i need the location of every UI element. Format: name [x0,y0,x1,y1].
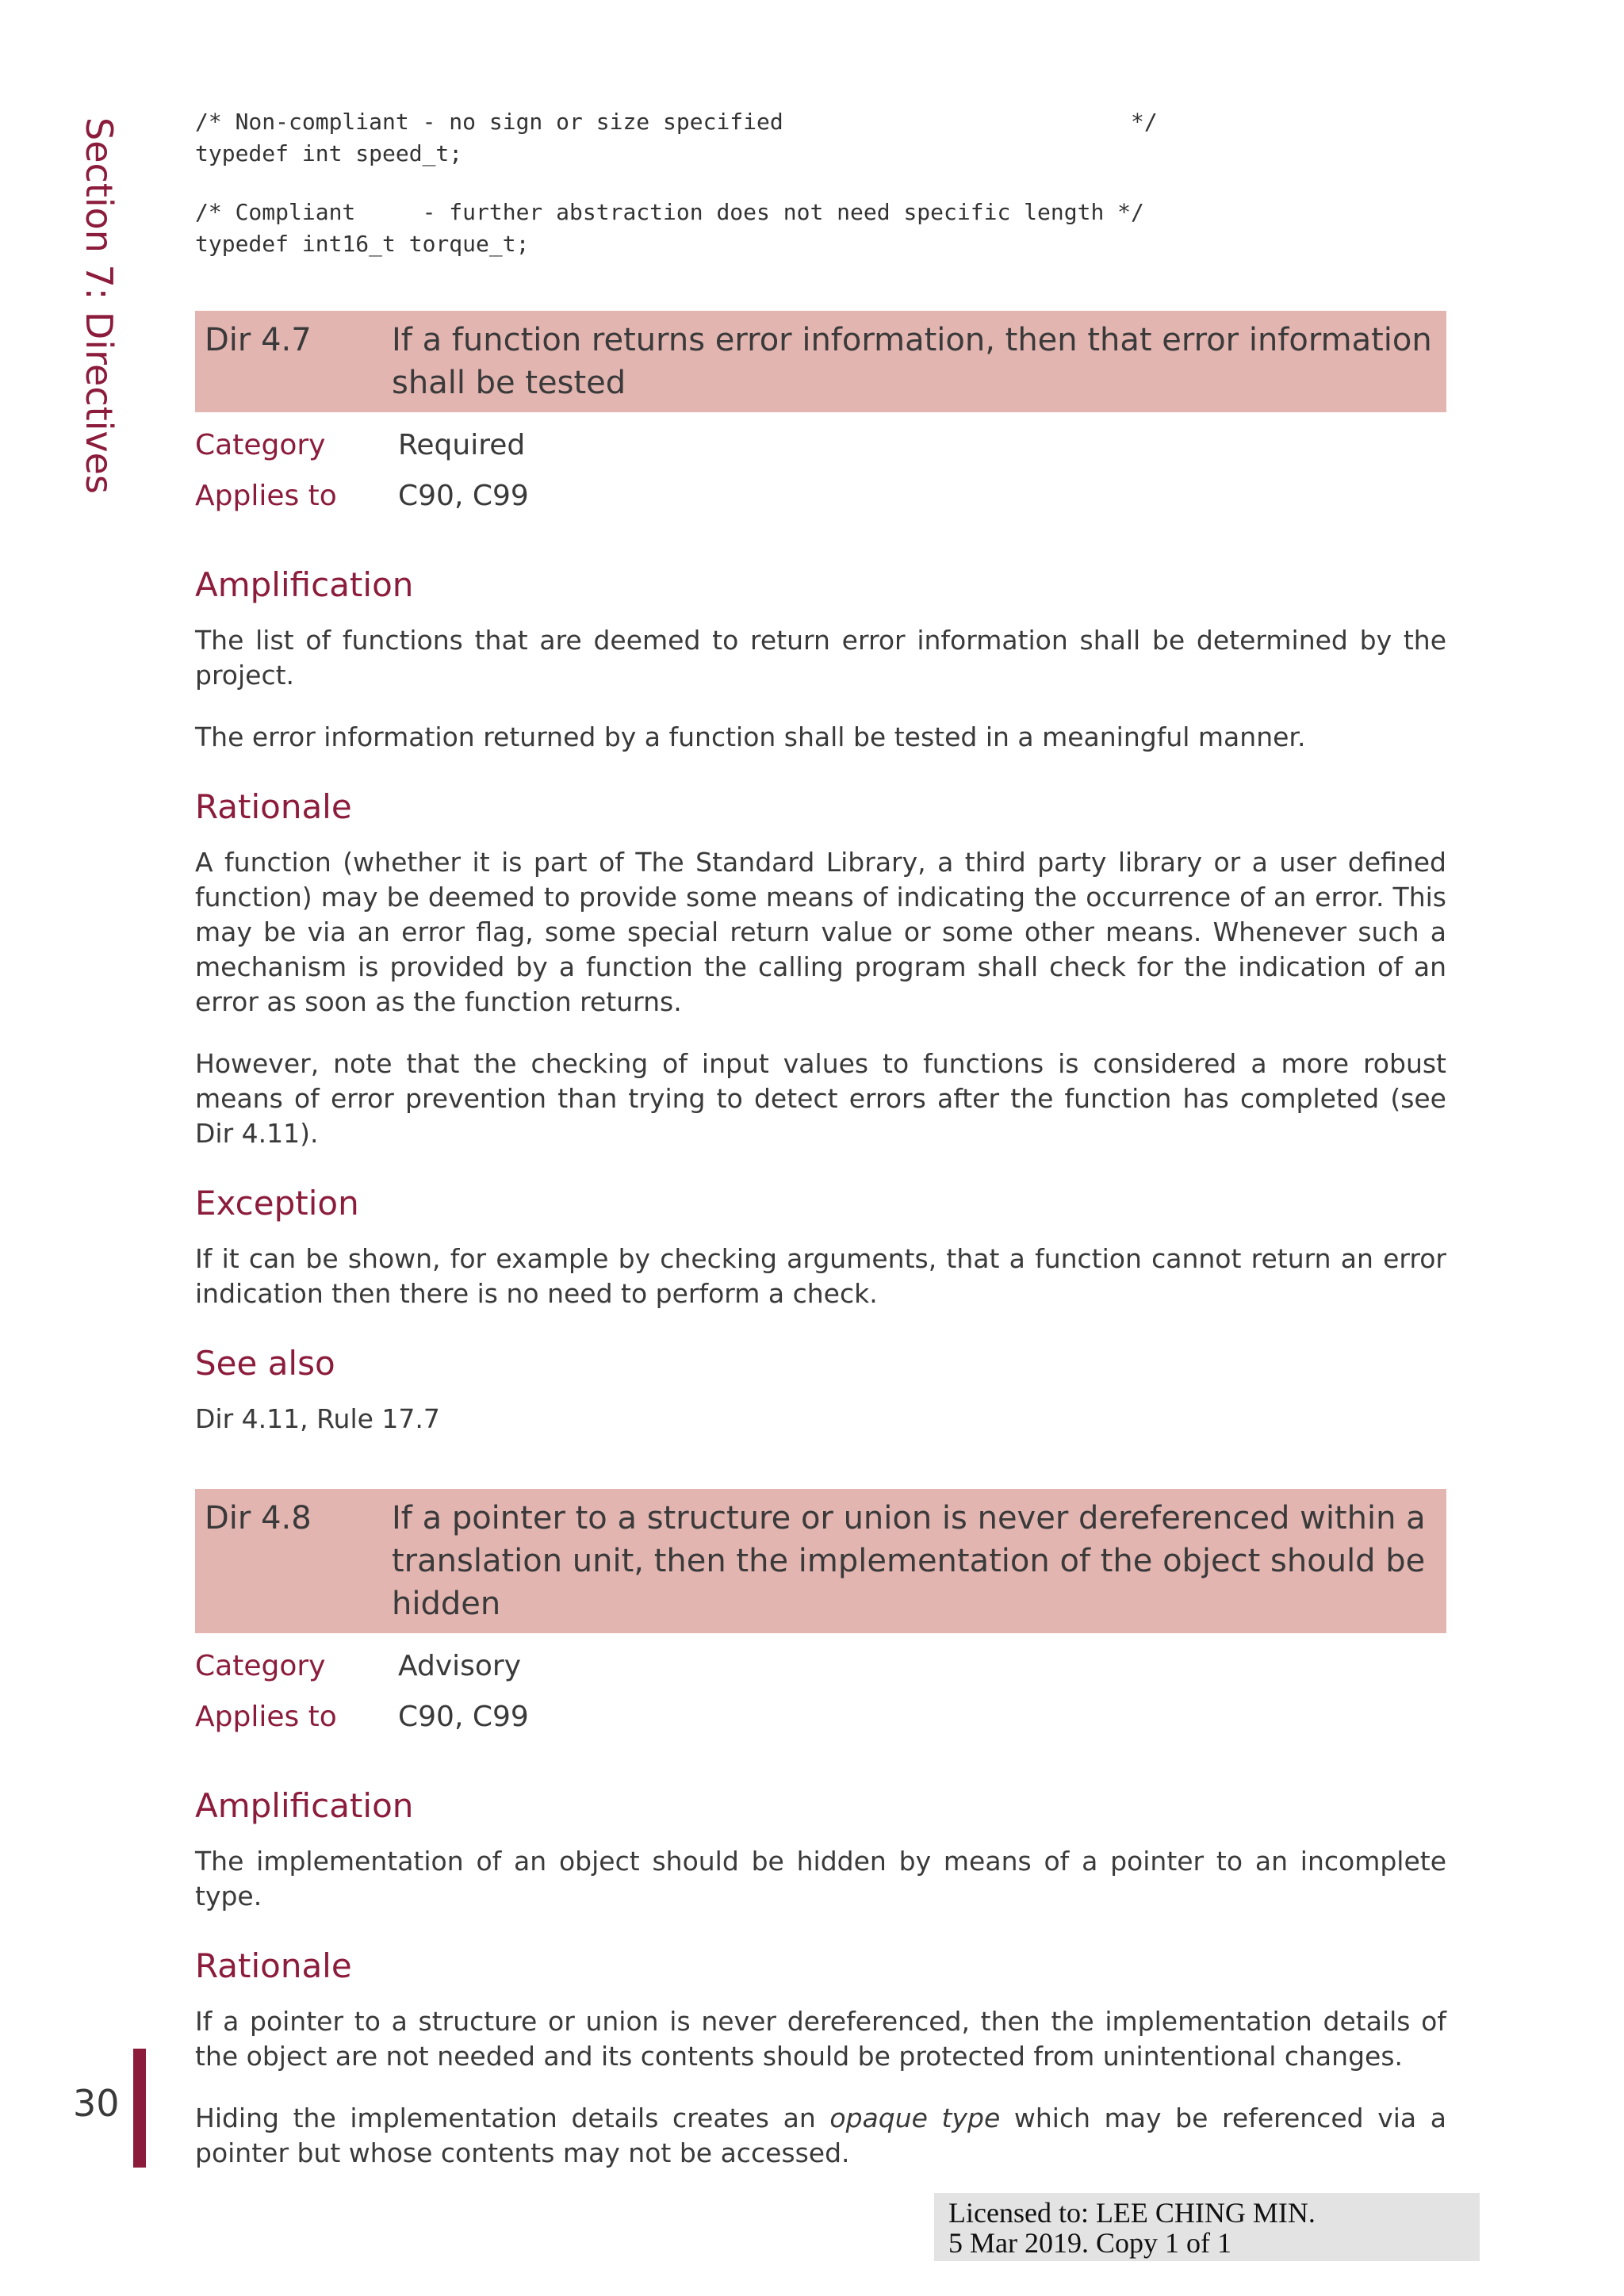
category-row [195,428,1446,463]
rationale-paragraph: If a pointer to a structure or union is never dereferenced, then the implementation details of the object are not needed and its contents should be protected from unintentional changes. [195,2006,1446,2072]
rationale-paragraph: However, note that the checking of input values to functions is considered a more robust means of error prevention than trying to detect errors after the function has completed (see Dir 4.11). [195,1048,1446,1149]
rationale-text: Hiding the implementation details creates an [195,2103,830,2133]
rationale-text: which may be referenced via a pointer but whose contents may not be accessed. [195,2103,1446,2168]
section-side-label: Section 7: Directives [78,117,121,494]
code-line: typedef int16_t torque_t; [195,231,530,257]
opaque-type-term: opaque type [829,2103,1001,2133]
code-line: /* Compliant - further abstraction does not need specific length */ [195,199,1144,225]
category-label: Category [195,1650,326,1682]
rationale-paragraph [195,2101,1446,2171]
applies-to-row [195,1700,1446,1735]
directive-title: If a function returns error information, then that error information shall be tested [392,322,1432,401]
directive-number: Dir 4.8 [205,1500,312,1536]
applies-to-label: Applies to [195,1701,337,1733]
directive-header-4-7 [195,311,1446,412]
license-stamp [934,2193,1480,2261]
page-number: 30 [73,2082,120,2125]
applies-to-row [195,479,1446,514]
amplification-heading: Amplification [195,1786,414,1825]
amplification-paragraph: The list of functions that are deemed to return error information shall be determined by the project. [195,625,1446,691]
directive-title: If a pointer to a structure or union is never dereferenced within a translation unit, then the implementation of the object should be hidden [392,1500,1426,1622]
applies-to-label: Applies to [195,480,337,512]
code-line: /* Non-compliant - no sign or size specified */ [195,109,1158,135]
rationale-paragraph: A function (whether it is part of The Standard Library, a third party library or a user defined function) may be deemed to provide some means of indicating the occurrence of an error. This may be via an error flag, some special return value or some other means. Whenever such a mechanism is provided by a function the calling program shall check for the indication of an error as soon as the function returns. [195,847,1446,1017]
license-line: 5 Mar 2019. Copy 1 of 1 [948,2227,1231,2259]
exception-paragraph: If it can be shown, for example by checking arguments, that a function cannot return an error indication then there is no need to perform a check. [195,1243,1446,1309]
applies-to-value: C90, C99 [398,480,529,512]
amplification-paragraph: The implementation of an object should be hidden by means of a pointer to an incomplete type. [195,1846,1446,1911]
amplification-paragraph: The error information returned by a function shall be tested in a meaningful manner. [195,721,1306,752]
see-also-heading: See also [195,1344,335,1383]
directive-number: Dir 4.7 [205,322,312,358]
applies-to-value: C90, C99 [398,1701,529,1733]
license-line: Licensed to: LEE CHING MIN. [948,2197,1316,2229]
directive-header-4-8 [195,1489,1446,1633]
see-also-text: Dir 4.11, Rule 17.7 [195,1403,440,1434]
exception-heading: Exception [195,1184,359,1223]
amplification-heading: Amplification [195,565,414,604]
page-number-bar [133,2049,146,2168]
category-row [195,1649,1446,1684]
rationale-heading: Rationale [195,1946,352,1985]
category-label: Category [195,429,326,461]
code-line: typedef int speed_t; [195,140,463,166]
category-value: Required [398,429,526,461]
page-content [195,106,1446,2171]
category-value: Advisory [398,1650,522,1682]
code-example [195,106,1446,260]
rationale-heading: Rationale [195,787,352,826]
